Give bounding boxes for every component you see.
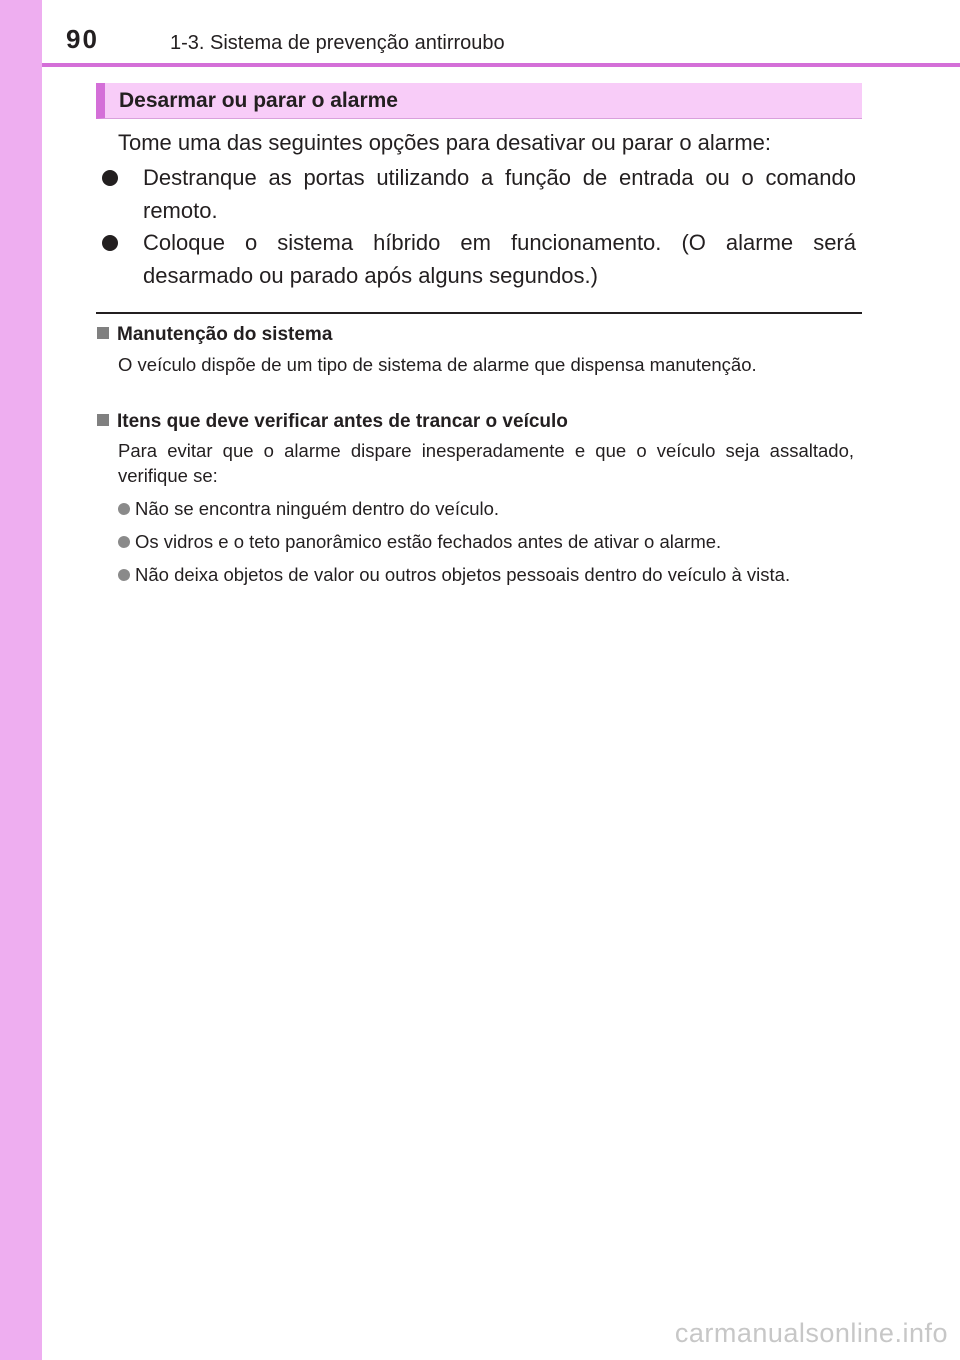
grey-dot-icon [118,503,130,515]
check-item [118,562,860,587]
section-title: Desarmar ou parar o alarme [119,89,398,112]
check-item-text: Não deixa objetos de valor ou outros objetos pessoais dentro do veículo à vista. [135,564,791,585]
check-item-text: Não se encontra ninguém dentro do veículo. [135,498,500,519]
watermark: carmanualsonline.info [674,1318,948,1348]
check-item [118,529,860,554]
note-heading-text: Itens que deve verificar antes de trancar o veículo [117,411,568,432]
bullet-dot-icon [102,235,118,251]
note-heading-text: Manutenção do sistema [117,324,333,345]
grey-dot-icon [118,569,130,581]
chapter-title: 1-3. Sistema de prevenção antirroubo [170,32,505,54]
square-bullet-icon [97,414,109,426]
check-item [118,496,860,521]
page-number: 90 [66,24,99,54]
side-tab-strip [0,0,42,1360]
option-text: Coloque o sistema híbrido em funcionamento. (O alarme será desarmado ou parado após alguns segundos.) [143,230,856,288]
grey-dot-icon [118,536,130,548]
option-item [102,226,856,292]
section-heading-bar [96,83,862,119]
bullet-dot-icon [102,170,118,186]
option-text: Destranque as portas utilizando a função de entrada ou o comando remoto. [143,165,856,223]
header-rule [42,63,960,67]
note-heading [97,409,568,435]
section-divider [96,312,862,314]
square-bullet-icon [97,327,109,339]
check-item-text: Os vidros e o teto panorâmico estão fechados antes de ativar o alarme. [135,531,722,552]
note-heading [97,322,332,348]
note-body: Para evitar que o alarme dispare inesperadamente e que o veículo seja assaltado, verifique se: [118,440,854,486]
intro-paragraph: Tome uma das seguintes opções para desativar ou parar o alarme: [118,130,772,155]
note-body: O veículo dispõe de um tipo de sistema de alarme que dispensa manutenção. [118,354,757,375]
option-item [102,161,856,227]
